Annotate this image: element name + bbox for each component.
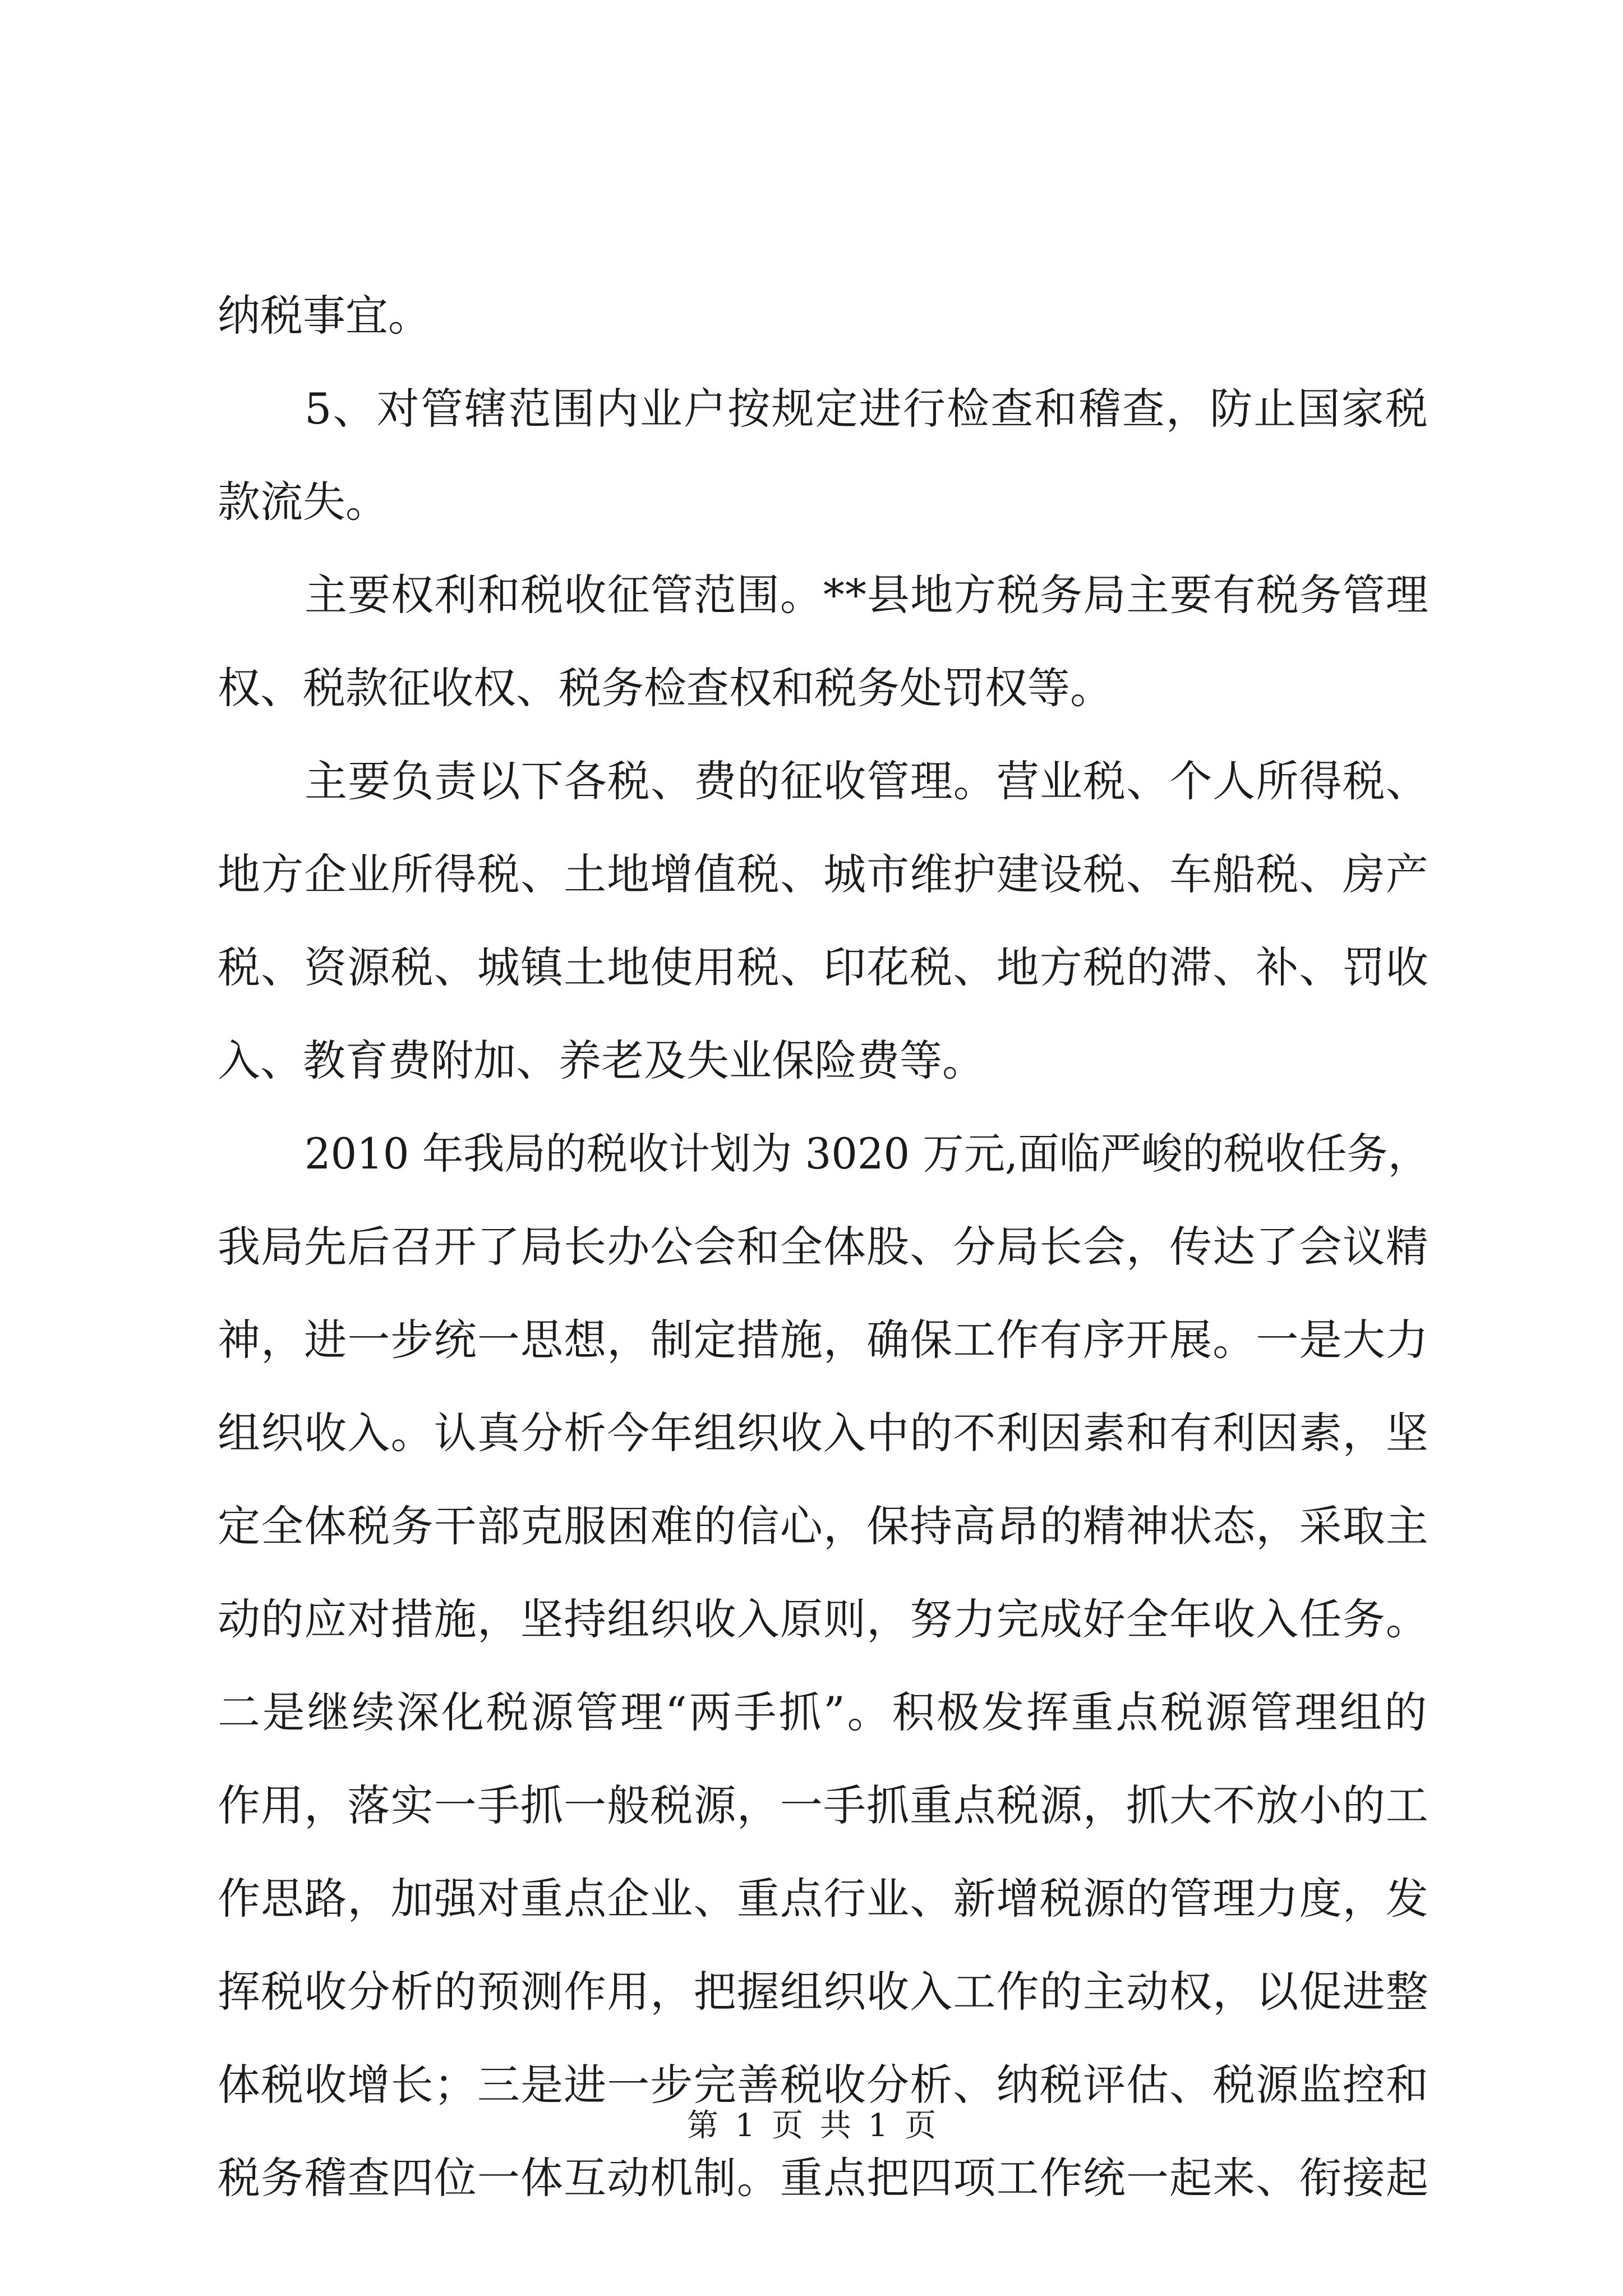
text-line: 挥税收分析的预测作用，把握组织收入工作的主动权，以促进整	[218, 1967, 1429, 2017]
text-line: 我局先后召开了局长办公会和全体股、分局长会，传达了会议精	[218, 1222, 1429, 1272]
text-line: 作思路，加强对重点企业、重点行业、新增税源的管理力度，发	[218, 1874, 1429, 1924]
text-line: 定全体税务干部克服困难的信心，保持高昂的精神状态，采取主	[218, 1501, 1429, 1551]
text-line: 纳税事宜。	[218, 291, 431, 341]
text-line: 主要负责以下各税、费的征收管理。营业税、个人所得税、	[305, 756, 1429, 806]
text-line: 税、资源税、城镇土地使用税、印花税、地方税的滞、补、罚收	[218, 942, 1429, 992]
document-body	[218, 269, 1429, 2225]
text-line: 地方企业所得税、土地增值税、城市维护建设税、车船税、房产	[218, 849, 1429, 899]
text-line: 税务稽查四位一体互动机制。重点把四项工作统一起来、衔接起	[218, 2153, 1429, 2203]
page-indicator: 第 1 页 共 1 页	[686, 2108, 937, 2144]
text-line: 体税收增长；三是进一步完善税收分析、纳税评估、税源监控和	[218, 2060, 1429, 2110]
text-line: 权、税款征收权、税务检查权和税务处罚权等。	[218, 663, 1113, 713]
text-line: 主要权利和税收征管范围。**县地方税务局主要有税务管理	[305, 570, 1429, 620]
text-line: 款流失。	[218, 477, 388, 527]
text-line: 动的应对措施，坚持组织收入原则，努力完成好全年收入任务。	[218, 1594, 1429, 1644]
text-line: 2010 年我局的税收计划为 3020 万元,面临严峻的税收任务，	[305, 1129, 1429, 1179]
text-line: 二是继续深化税源管理“两手抓”。积极发挥重点税源管理组的	[218, 1687, 1429, 1737]
text-line: 5、对管辖范围内业户按规定进行检查和稽查，防止国家税	[305, 384, 1429, 434]
text-line: 入、教育费附加、养老及失业保险费等。	[218, 1036, 985, 1085]
text-line: 作用，落实一手抓一般税源，一手抓重点税源，抓大不放小的工	[218, 1780, 1429, 1830]
text-line: 组织收入。认真分析今年组织收入中的不利因素和有利因素，坚	[218, 1408, 1429, 1458]
page-footer	[0, 2106, 1623, 2146]
text-line: 神，进一步统一思想，制定措施，确保工作有序开展。一是大力	[218, 1315, 1429, 1365]
